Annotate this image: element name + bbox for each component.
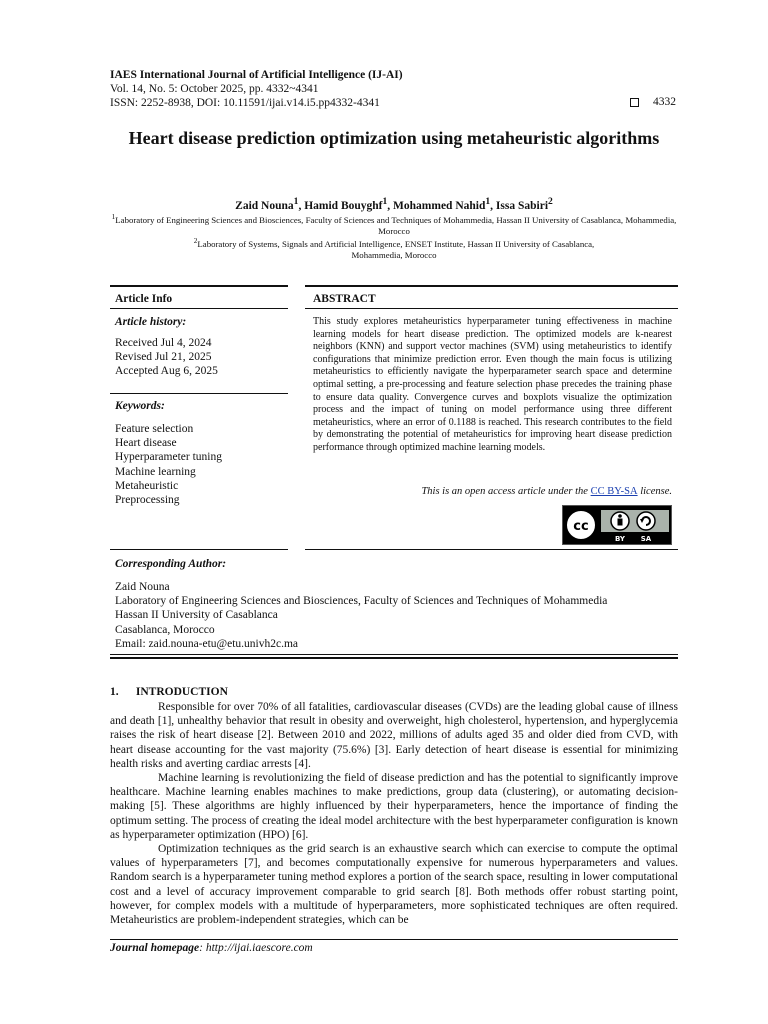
page-number-area bbox=[630, 96, 676, 108]
abstract-heading-rule bbox=[305, 308, 678, 309]
article-info-heading: Article Info bbox=[115, 293, 173, 305]
corresponding-block bbox=[115, 580, 607, 651]
corresponding-university: Hassan II University of Casablanca bbox=[115, 609, 278, 622]
history-rule bbox=[110, 393, 288, 394]
corresponding-name: Zaid Nouna bbox=[115, 581, 170, 593]
journal-homepage bbox=[110, 942, 313, 954]
affiliation-text: Laboratory of Systems, Signals and Artificial Intelligence, ENSET Institute, Hassan II University of Casablanca, Mohammedia, Morocco bbox=[197, 238, 595, 260]
keyword-item: Machine learning bbox=[115, 465, 196, 478]
author-name: Zaid Nouna bbox=[235, 199, 294, 212]
keywords-label: Keywords: bbox=[115, 400, 165, 412]
paragraph: Responsible for over 70% of all fatalities, cardiovascular diseases (CVDs) are the leading global cause of illness and death [1], unhealthy behavior that result in obesity and overweight, high cholesterol, hypertension, and hyperglycemia raises the risk of heart disease [2]. Between 2010 and 2022, millions of adults aged 35 and older died from CVD, with heart disease accounting for the vast majority (75.6%) [3]. Early detection of heart disease is essential for minimizing health risks and averting cardiac arrests [4]. bbox=[110, 701, 678, 770]
affiliation-1 bbox=[110, 211, 678, 237]
keyword-item: Hyperparameter tuning bbox=[115, 451, 222, 464]
corresponding-lab: Laboratory of Engineering Sciences and Biosciences, Faculty of Sciences and Techniques of Mohammedia bbox=[115, 595, 608, 608]
author-sup: 1 bbox=[382, 196, 388, 207]
paragraph: Optimization techniques as the grid search is an exhaustive search which can exercise to compute the optimal values of hyperparameters [7], and becomes computationally expensive for numerous hyperparameters and values. Random search is a hyperparameter tuning method explores a portion of the search space, resulting in lower computational cost and a level of accuracy improvement comparable to grid search [8]. Both methods offer robust starting point, however, for complex models with a multitude of hyperparameters, more sophisticated techniques are often required. Metaheuristics are problem-independent strategies, which can be bbox=[110, 843, 678, 927]
author-sup: 1 bbox=[485, 196, 491, 207]
corresponding-city: Casablanca, Morocco bbox=[115, 623, 215, 636]
abstract-top-rule bbox=[305, 285, 678, 287]
svg-text:SA: SA bbox=[640, 535, 652, 543]
footer-rule bbox=[110, 939, 678, 940]
revised-date: Revised Jul 21, 2025 bbox=[115, 351, 212, 364]
abstract-heading: ABSTRACT bbox=[313, 293, 376, 305]
journal-name: IAES International Journal of Artificial Intelligence (IJ-AI) bbox=[110, 69, 403, 81]
abstract-bottom-rule bbox=[305, 549, 678, 550]
page-number: 4332 bbox=[653, 96, 676, 108]
keyword-item: Preprocessing bbox=[115, 494, 180, 507]
affiliation-text: Laboratory of Engineering Sciences and Biosciences, Faculty of Sciences and Techniques of Mohammedia, Hassan II University of Casablanca, Mohammedia, Morocco bbox=[115, 214, 677, 236]
info-heading-rule bbox=[110, 308, 288, 309]
author-sup: 1 bbox=[293, 196, 299, 207]
introduction-body bbox=[110, 700, 678, 927]
keyword-item: Heart disease bbox=[115, 437, 177, 450]
affiliation-sup: 1 bbox=[111, 212, 116, 221]
info-bottom-rule bbox=[110, 549, 288, 550]
open-access-prefix: This is an open access article under the bbox=[421, 486, 588, 497]
homepage-url[interactable]: : http://ijai.iaescore.com bbox=[199, 942, 313, 954]
history-list bbox=[115, 336, 218, 379]
corresponding-label: Corresponding Author: bbox=[115, 558, 227, 570]
corresponding-email: Email: zaid.nouna-etu@etu.univh2c.ma bbox=[115, 637, 299, 650]
square-bullet-icon bbox=[630, 98, 639, 107]
license-link[interactable]: CC BY-SA bbox=[590, 486, 638, 497]
received-date: Received Jul 4, 2024 bbox=[115, 337, 212, 349]
corresponding-rule-top bbox=[110, 654, 678, 655]
journal-header bbox=[110, 68, 403, 110]
keyword-item: Metaheuristic bbox=[115, 479, 179, 492]
svg-text:cc: cc bbox=[573, 519, 589, 534]
affiliation-2 bbox=[110, 235, 678, 261]
cc-by-sa-badge[interactable] bbox=[562, 505, 672, 545]
affiliation-sup: 2 bbox=[193, 236, 198, 245]
author-name: Issa Sabiri bbox=[495, 199, 549, 212]
cc-logo-icon bbox=[563, 506, 671, 544]
accepted-date: Accepted Aug 6, 2025 bbox=[115, 365, 218, 378]
issn-line: ISSN: 2252-8938, DOI: 10.11591/ijai.v14.i5.pp4332-4341 bbox=[110, 97, 380, 109]
open-access-line bbox=[313, 486, 672, 497]
abstract-text: This study explores metaheuristics hyperparameter tuning effectiveness in machine learning models for heart disease prediction. The optimized models are k-nearest neighbors (KNN) and support vector machines (SVM) using metaheuristics to identify configurations that minimize prediction error. Even though the main focus is utilizing metaheuristics to efficiently navigate the hyperparameter search space and determine optimal setting, a pre-processing and feature selection phase precedes the training phase to ensure data quality. Convergence curves and boxplots visualize the optimization process and the impact of tuning on model performance using three different metaheuristics, where an error of 0.1188 is reached. This research contributes to the field by demonstrating the potential of metaheuristics for improving heart disease prediction performance through optimized machine learning models. bbox=[313, 316, 672, 453]
author-sup: 2 bbox=[548, 196, 553, 207]
author-name: Mohammed Nahid bbox=[393, 199, 486, 212]
history-label: Article history: bbox=[115, 316, 187, 328]
keyword-item: Feature selection bbox=[115, 423, 194, 435]
author-list: Zaid Nouna$^1$, Hamid Bouyghf$^1$, Mohammed Nahid$^1$, Issa Sabiri$^2$ bbox=[235, 196, 553, 212]
volume-line: Vol. 14, No. 5: October 2025, pp. 4332~4341 bbox=[110, 83, 319, 95]
svg-text:BY: BY bbox=[614, 535, 626, 543]
author-name: Hamid Bouyghf bbox=[304, 199, 383, 212]
info-top-rule bbox=[110, 285, 288, 287]
paper-title: Heart disease prediction optimization using metaheuristic algorithms bbox=[128, 128, 660, 148]
keywords-list bbox=[115, 422, 222, 507]
paragraph: Machine learning is revolutionizing the field of disease prediction and has the potential to significantly improve healthcare. Machine learning enables machines to make predictions, group data (clustering), or automating decision-making [5]. These algorithms are highly influenced by their hyperparameters, hence the importance of finding the optimum setting. The process of creating the ideal model architecture with the best hyperparameter configuration is known as hyperparameter optimization (HPO) [6]. bbox=[110, 772, 678, 841]
corresponding-rule-bottom bbox=[110, 657, 678, 659]
homepage-label: Journal homepage bbox=[110, 942, 200, 954]
open-access-suffix: license. bbox=[640, 486, 672, 497]
introduction-heading: 1. INTRODUCTION bbox=[110, 686, 228, 698]
